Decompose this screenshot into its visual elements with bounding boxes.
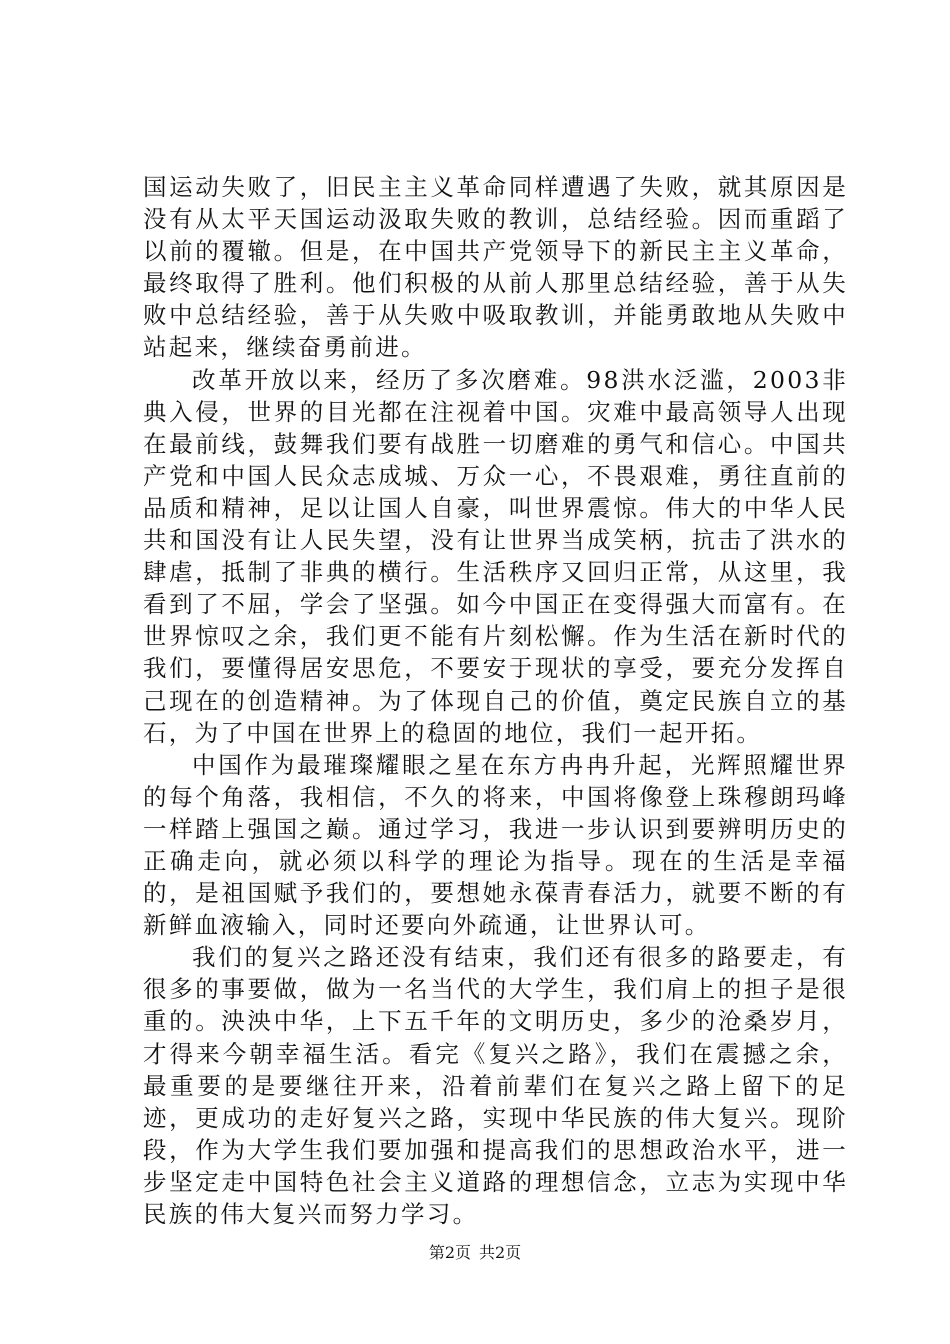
paragraph-1: 国运动失败了，旧民主主义革命同样遭遇了失败，就其原因是没有从太平天国运动汲取失败的教训，总结经验。因而重蹈了以前的覆辙。但是，在中国共产党领导下的新民主主义革命，最终取得了胜利。他们积极的从前人那里总结经验，善于从失败中总结经验，善于从失败中吸取教训，并能勇敢地从失败中站起来，继续奋勇前进。 (143, 173, 848, 362)
page-footer (0, 1243, 950, 1263)
page-number: 第2页 (428, 1243, 471, 1262)
paragraph-4: 我们的复兴之路还没有结束，我们还有很多的路要走，有很多的事要做，做为一名当代的大学生，我们肩上的担子是很重的。泱泱中华，上下五千年的文明历史，多少的沧桑岁月，才得来今朝幸福生活。看完《复兴之路》，我们在震撼之余，最重要的是要继往开来，沿着前辈们在复兴之路上留下的足迹，更成功的走好复兴之路，实现中华民族的伟大复兴。现阶段，作为大学生我们要加强和提高我们的思想政治水平，进一步坚定走中国特色社会主义道路的理想信念，立志为实现中华民族的伟大复兴而努力学习。 (143, 943, 848, 1228)
document-body (143, 171, 848, 1230)
paragraph-3: 中国作为最璀璨耀眼之星在东方冉冉升起，光辉照耀世界的每个角落，我相信，不久的将来，中国将像登上珠穆朗玛峰一样踏上强国之巅。通过学习，我进一步认识到要辨明历史的正确走向，就必须以科学的理论为指导。现在的生活是幸福的，是祖国赋予我们的，要想她永葆青春活力，就要不断的有新鲜血液输入，同时还要向外疏通，让世界认可。 (143, 750, 848, 940)
total-pages: 共2页 (479, 1243, 522, 1262)
paragraph-2: 改革开放以来，经历了多次磨难。98洪水泛滥，2003非典入侵，世界的目光都在注视着中国。灾难中最高领导人出现在最前线，鼓舞我们要有战胜一切磨难的勇气和信心。中国共产党和中国人民众志成城、万众一心，不畏艰难，勇往直前的品质和精神，足以让国人自豪，叫世界震惊。伟大的中华人民共和国没有让人民失望，没有让世界当成笑柄，抗击了洪水的肆虐，抵制了非典的横行。生活秩序又回归正常，从这里，我看到了不屈，学会了坚强。如今中国正在变得强大而富有。在世界惊叹之余，我们更不能有片刻松懈。作为生活在新时代的我们，要懂得居安思危，不要安于现状的享受，要充分发挥自己现在的创造精神。为了体现自己的价值，奠定民族自立的基石，为了中国在世界上的稳固的地位，我们一起开拓。 (143, 365, 848, 747)
